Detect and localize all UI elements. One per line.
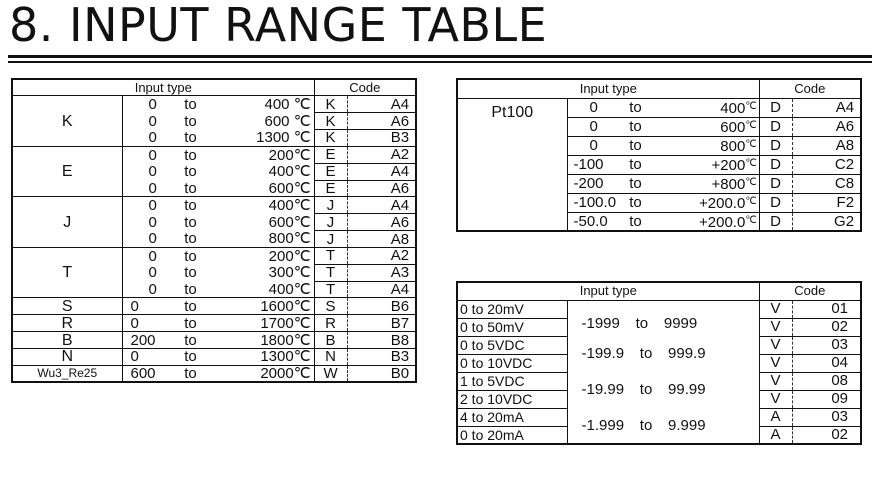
range-to-word: to [620, 136, 651, 155]
code-letter: V [759, 390, 792, 408]
code-letter: K [314, 130, 347, 147]
range-to [651, 117, 759, 136]
range-to: 1600℃ [206, 298, 314, 315]
range-from: 0 [148, 96, 157, 113]
range-to-value: 400 [720, 100, 746, 117]
range-to-word: to [639, 381, 653, 398]
range-from: 0 [148, 163, 157, 181]
range-from: 0 [122, 315, 175, 332]
input-type-header: Input type [12, 79, 314, 96]
range-to: 1700℃ [206, 315, 314, 332]
range-to [651, 136, 759, 155]
code-letter: A [759, 426, 792, 444]
code-value: A4 [347, 281, 416, 298]
code-letter: D [759, 155, 792, 174]
code-value: 02 [792, 426, 861, 444]
code-header: Code [759, 79, 861, 98]
code-header: Code [314, 79, 416, 96]
range-to-value: 600 [720, 119, 746, 136]
range-from: 0 [148, 247, 157, 265]
sensor-type-label: E [12, 146, 122, 197]
range-low: -1.999 [581, 416, 625, 434]
code-value: 02 [792, 318, 861, 336]
range-to-value: +200.0 [699, 195, 746, 212]
range-to: 600℃ [206, 180, 314, 197]
code-letter: V [759, 300, 792, 318]
range-to-word: to [635, 315, 649, 333]
range-to-word: to [639, 416, 653, 434]
code-value: A2 [347, 146, 416, 163]
table-row [457, 98, 861, 117]
table-row [12, 332, 416, 349]
table-row [12, 298, 416, 315]
range-to-word: to [184, 163, 197, 181]
sensor-type-label: Pt100 [457, 98, 567, 231]
code-value: A4 [347, 163, 416, 180]
range-to: 1300℃ [206, 349, 314, 366]
range-to: 2000℃ [206, 365, 314, 382]
code-letter: V [759, 372, 792, 390]
range-from: -100.0 [567, 193, 620, 212]
sensor-type-label: K [12, 96, 122, 147]
code-letter: D [759, 117, 792, 136]
range-to [651, 155, 759, 174]
range-to-word: to [175, 315, 206, 332]
code-letter: J [314, 214, 347, 231]
range-to-word: to [620, 212, 651, 231]
table-header-row [457, 79, 861, 98]
table-row [12, 146, 416, 163]
range-from: 0 [567, 117, 620, 136]
code-value: F2 [792, 193, 861, 212]
range-to-word: to [175, 180, 206, 197]
sensor-type-label: S [12, 298, 122, 315]
range-to: 400 ℃ [264, 96, 311, 113]
code-letter: E [314, 163, 347, 180]
range-from: 600 [122, 365, 175, 382]
code-letter: D [759, 136, 792, 155]
code-value: A8 [792, 136, 861, 155]
title-rule [8, 55, 872, 58]
range-from: 0 [567, 136, 620, 155]
range-from: 0 [148, 197, 157, 214]
range-to: 1300 ℃ [206, 130, 314, 147]
unit-label: ℃ [745, 177, 757, 188]
range-to-word: to [175, 332, 206, 349]
table-row [12, 247, 416, 264]
code-letter: N [314, 349, 347, 366]
range-to-value: +200 [711, 157, 746, 174]
range-to-word: to [175, 231, 206, 248]
table-row [12, 365, 416, 382]
range-from: 0 [148, 146, 157, 164]
code-value: A8 [347, 231, 416, 248]
range-to: 1800℃ [206, 332, 314, 349]
code-letter: K [314, 96, 347, 113]
range-to-word: to [184, 96, 197, 113]
unit-label: ℃ [745, 120, 757, 131]
range-from: 200 [122, 332, 175, 349]
range-to-word: to [620, 193, 651, 212]
input-type-label: 0 to 20mV [457, 300, 567, 318]
range-low: -19.99 [581, 381, 625, 398]
code-value: A6 [347, 214, 416, 231]
unit-label: ℃ [745, 158, 757, 169]
table-row [12, 96, 416, 113]
unit-label: ℃ [745, 196, 757, 207]
range-to-value: +800 [711, 176, 746, 193]
table-row [12, 315, 416, 332]
range-to-word: to [620, 117, 651, 136]
code-value: B6 [347, 298, 416, 315]
unit-label: ℃ [745, 214, 757, 226]
table-header-row [457, 282, 861, 300]
sensor-type-label: B [12, 332, 122, 349]
range-to: 400℃ [206, 281, 314, 298]
code-value: A4 [347, 96, 416, 113]
code-value: A4 [792, 98, 861, 117]
range-from: 0 [148, 112, 157, 130]
code-letter: J [314, 231, 347, 248]
code-letter: T [314, 247, 347, 264]
code-letter: E [314, 146, 347, 163]
range-to: 200℃ [268, 247, 311, 265]
pt100-range-table [456, 78, 862, 232]
code-value: A6 [347, 180, 416, 197]
range-to-word: to [175, 298, 206, 315]
table-row [457, 372, 861, 390]
range-to: 600℃ [268, 213, 311, 231]
code-value: A3 [347, 264, 416, 281]
range-from: -200 [567, 174, 620, 193]
display-range [567, 408, 759, 444]
range-to [651, 193, 759, 212]
input-type-label: 0 to 50mV [457, 318, 567, 336]
range-to-word: to [184, 213, 197, 231]
range-to: 300℃ [268, 264, 311, 282]
input-type-header: Input type [457, 282, 759, 300]
table-row [12, 197, 416, 214]
code-value: C8 [792, 174, 861, 193]
code-value: B3 [347, 130, 416, 147]
code-value: A6 [347, 113, 416, 130]
range-from: 0 [148, 264, 157, 282]
code-value: 03 [792, 336, 861, 354]
range-high: 9999 [663, 315, 698, 333]
code-letter: V [759, 318, 792, 336]
sensor-type-label: J [12, 197, 122, 248]
sensor-type-label: N [12, 349, 122, 366]
code-value: 04 [792, 354, 861, 372]
input-type-label: 0 to 5VDC [457, 336, 567, 354]
range-low: -199.9 [581, 345, 625, 362]
input-type-label: 2 to 10VDC [457, 390, 567, 408]
code-value: G2 [792, 212, 861, 231]
code-letter: D [759, 193, 792, 212]
code-letter: S [314, 298, 347, 315]
range-to-word: to [184, 112, 197, 130]
code-letter: T [314, 281, 347, 298]
input-type-label: 1 to 5VDC [457, 372, 567, 390]
range-to-word: to [639, 345, 653, 362]
input-type-header: Input type [457, 79, 759, 98]
code-value: B0 [347, 365, 416, 382]
range-to: 200℃ [268, 146, 311, 164]
code-letter: J [314, 197, 347, 214]
code-value: C2 [792, 155, 861, 174]
range-to-word: to [184, 264, 197, 282]
range-from: 0 [148, 213, 157, 231]
code-letter: T [314, 264, 347, 281]
range-to-value: 800 [720, 138, 746, 155]
range-from: 0 [122, 298, 175, 315]
unit-label: ℃ [745, 101, 757, 112]
range-to-value: +200.0 [699, 213, 746, 231]
code-letter: V [759, 354, 792, 372]
range-to: 800℃ [206, 231, 314, 248]
code-letter: R [314, 315, 347, 332]
unit-label: ℃ [745, 139, 757, 150]
code-value: 01 [792, 300, 861, 318]
range-from: 0 [122, 180, 175, 197]
code-value: A6 [792, 117, 861, 136]
range-from: -100 [567, 155, 620, 174]
range-to-word: to [620, 174, 651, 193]
range-to: 600 ℃ [264, 112, 311, 130]
range-high: 9.999 [668, 416, 706, 434]
code-letter: D [759, 174, 792, 193]
code-letter: D [759, 98, 792, 117]
thermocouple-range-table [11, 78, 417, 383]
sensor-type-label: T [12, 247, 122, 298]
range-to-word: to [175, 281, 206, 298]
code-letter: V [759, 336, 792, 354]
input-type-label: 4 to 20mA [457, 408, 567, 426]
range-to [651, 174, 759, 193]
table-row [457, 408, 861, 426]
input-type-label: 0 to 20mA [457, 426, 567, 444]
sensor-type-label: Wu3_Re25 [12, 365, 122, 382]
range-high: 999.9 [668, 345, 706, 362]
code-value: A4 [347, 197, 416, 214]
range-to-word: to [175, 349, 206, 366]
range-to [651, 98, 759, 117]
range-to: 400℃ [268, 163, 311, 181]
display-range [567, 336, 759, 372]
range-from: 0 [122, 349, 175, 366]
range-to-word: to [184, 197, 197, 214]
range-from: 0 [567, 98, 620, 117]
range-from: -50.0 [567, 212, 620, 231]
code-value: 09 [792, 390, 861, 408]
code-letter: W [314, 365, 347, 382]
range-low: -1999 [581, 315, 620, 333]
range-to: 400℃ [268, 197, 311, 214]
code-letter: B [314, 332, 347, 349]
range-high: 99.99 [668, 381, 706, 398]
range-from: 0 [122, 130, 175, 147]
input-type-label: 0 to 10VDC [457, 354, 567, 372]
title-rule-thin [8, 61, 872, 63]
sensor-type-label: R [12, 315, 122, 332]
code-value: 08 [792, 372, 861, 390]
code-letter: D [759, 212, 792, 231]
code-value: B7 [347, 315, 416, 332]
table-row [457, 336, 861, 354]
range-from: 0 [122, 281, 175, 298]
code-header: Code [759, 282, 861, 300]
display-range [567, 372, 759, 408]
display-range [567, 300, 759, 336]
code-value: B3 [347, 349, 416, 366]
code-value: 03 [792, 408, 861, 426]
range-to-word: to [175, 130, 206, 147]
range-to-word: to [620, 98, 651, 117]
range-to-word: to [620, 155, 651, 174]
code-letter: E [314, 180, 347, 197]
range-to-word: to [175, 365, 206, 382]
page-title: 8. INPUT RANGE TABLE [9, 0, 548, 52]
code-letter: A [759, 408, 792, 426]
table-header-row [12, 79, 416, 96]
code-value: A2 [347, 247, 416, 264]
range-from: 0 [122, 231, 175, 248]
linear-input-range-table [456, 281, 862, 445]
table-row [12, 349, 416, 366]
range-to-word: to [184, 247, 197, 265]
code-value: B8 [347, 332, 416, 349]
table-row [457, 300, 861, 318]
code-letter: K [314, 113, 347, 130]
range-to-word: to [184, 146, 197, 164]
range-to [651, 212, 759, 231]
